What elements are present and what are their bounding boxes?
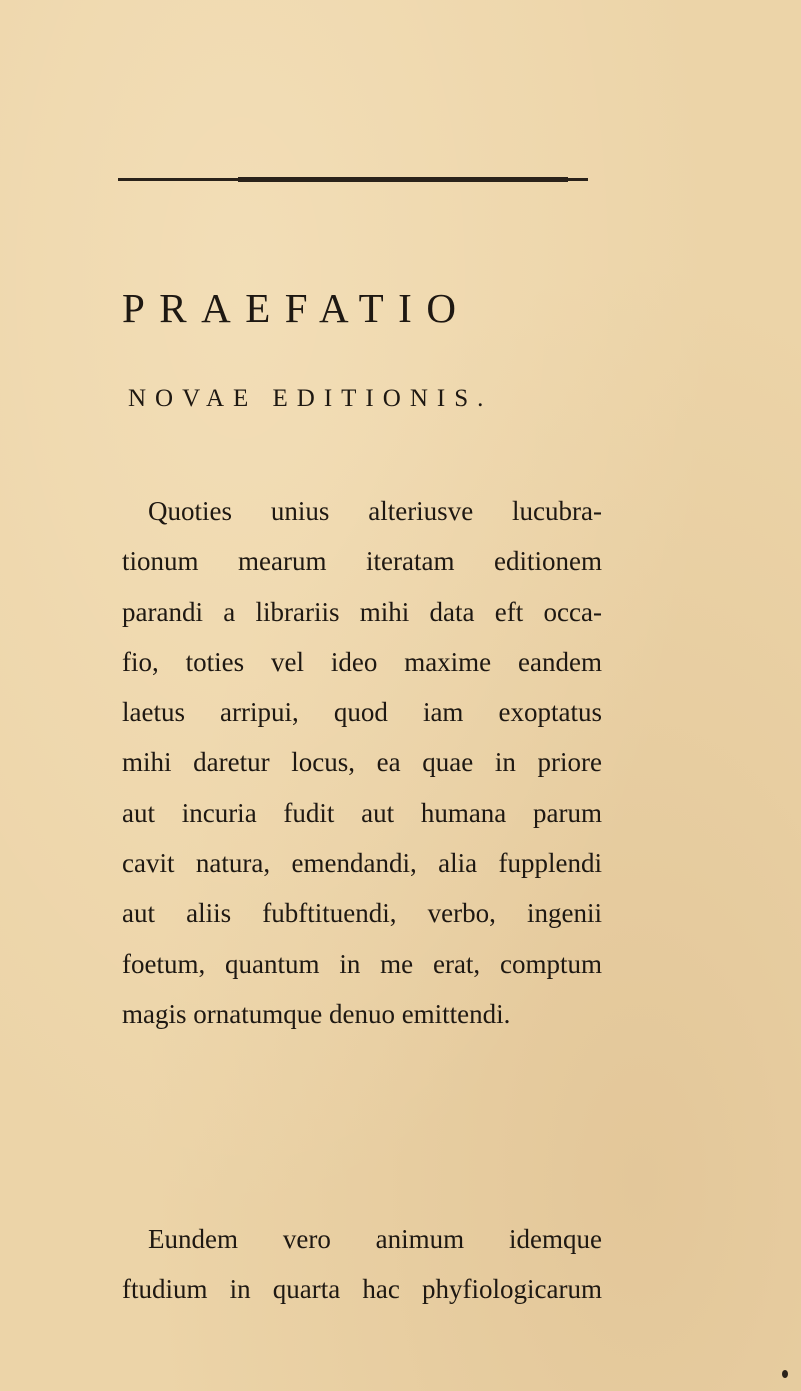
text-line: tionum mearum iteratam editionem [122, 546, 602, 577]
text-line: foetum, quantum in me erat, comptum [122, 948, 602, 979]
paragraph-1 [122, 486, 602, 1039]
text-line: mihi daretur locus, ea quae in priore [122, 747, 602, 778]
page-subtitle: NOVAE EDITIONIS. [128, 385, 493, 412]
paragraph-2 [122, 1214, 602, 1315]
text-line: Quoties unius alteriusve lucubra- [148, 496, 602, 526]
text-line: ftudium in quarta hac phyfiologicarum [122, 1274, 602, 1305]
text-line: laetus arripui, quod iam exoptatus [122, 697, 602, 728]
text-line: cavit natura, emendandi, alia fupplendi [122, 848, 602, 879]
text-line: fio, toties vel ideo maxime eandem [122, 646, 602, 677]
text-line: parandi a librariis mihi data eft occa- [122, 596, 602, 627]
text-line: aut incuria fudit aut humana parum [122, 797, 602, 828]
text-line: aut aliis fubftituendi, verbo, ingenii [122, 898, 602, 929]
text-line: magis ornatumque denuo emittendi. [122, 998, 511, 1029]
ink-speck [782, 1370, 788, 1378]
ornamental-rule [118, 178, 588, 181]
text-line: Eundem vero animum idemque [148, 1224, 602, 1254]
page-title: PRAEFATIO [122, 285, 471, 331]
